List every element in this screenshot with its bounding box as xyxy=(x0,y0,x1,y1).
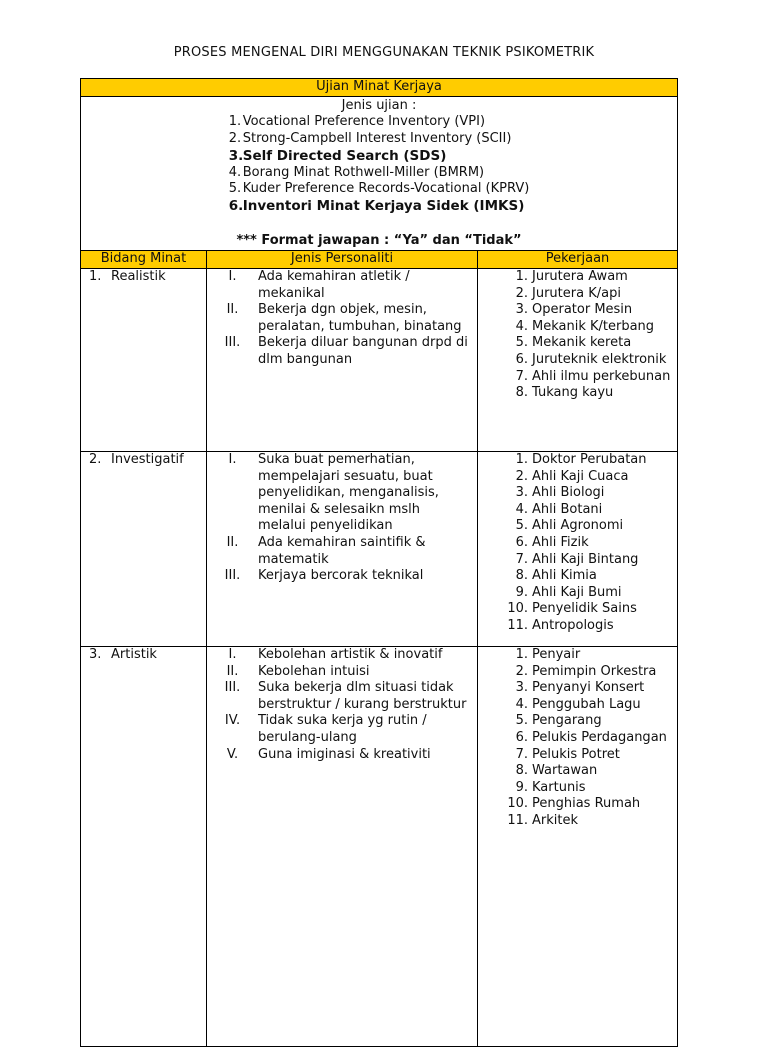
test-item xyxy=(229,198,530,215)
job-number: 8. xyxy=(515,385,528,401)
job-text: Pemimpin Orkestra xyxy=(532,663,657,679)
job-text: Kartunis xyxy=(532,779,586,795)
bidang-label: Investigatif xyxy=(111,451,184,467)
test-label: Self Directed Search (SDS) xyxy=(242,147,447,164)
traits-list xyxy=(207,647,477,763)
trait-item xyxy=(207,680,477,713)
job-number: 10. xyxy=(507,796,528,812)
job-text: Antropologis xyxy=(532,617,614,633)
job-text: Jurutera Awam xyxy=(532,268,628,284)
header-jenis-personaliti: Jenis Personaliti xyxy=(207,251,478,269)
jenis-ujian-label: Jenis ujian : xyxy=(341,97,417,113)
page-title: PROSES MENGENAL DIRI MENGGUNAKAN TEKNIK PSIKOMETRIK xyxy=(173,45,595,60)
trait-item xyxy=(207,452,477,535)
trait-item xyxy=(207,568,477,585)
job-text: Ahli Botani xyxy=(532,501,603,517)
job-item xyxy=(478,796,677,813)
job-text: Ahli Kimia xyxy=(532,568,597,584)
trait-numeral: II. xyxy=(226,534,239,550)
bidang-cell xyxy=(81,451,207,646)
job-number: 6. xyxy=(515,351,528,367)
trait-numeral: I. xyxy=(228,268,237,284)
job-item xyxy=(478,664,677,681)
job-item xyxy=(478,335,677,352)
job-number: 7. xyxy=(515,368,528,384)
trait-numeral: II. xyxy=(226,663,239,679)
jobs-cell xyxy=(478,268,678,451)
job-number: 4. xyxy=(515,696,528,712)
jobs-list xyxy=(478,647,677,830)
job-text: Penyelidik Sains xyxy=(532,601,637,617)
trait-numeral: III. xyxy=(224,335,241,351)
trait-item xyxy=(207,664,477,681)
test-number: 2. xyxy=(228,130,242,146)
traits-list xyxy=(207,452,477,585)
table-row xyxy=(81,268,678,451)
jobs-list xyxy=(478,269,677,402)
job-item xyxy=(478,385,677,402)
job-item xyxy=(478,713,677,730)
job-item xyxy=(478,568,677,585)
table-row xyxy=(81,646,678,1046)
job-text: Doktor Perubatan xyxy=(532,451,647,467)
trait-text: Kebolehan intuisi xyxy=(258,663,370,679)
jobs-cell xyxy=(478,451,678,646)
test-label: Inventori Minat Kerjaya Sidek (IMKS) xyxy=(242,198,525,215)
job-text: Ahli ilmu perkebunan xyxy=(532,368,671,384)
bidang-number: 1. xyxy=(89,268,102,284)
job-number: 11. xyxy=(507,812,528,828)
test-item xyxy=(229,131,530,148)
job-item xyxy=(478,302,677,319)
trait-text: Bekerja dgn objek, mesin, peralatan, tumbuhan, binatang xyxy=(258,302,462,334)
ujian-heading: Ujian Minat Kerjaya xyxy=(81,79,678,97)
job-number: 2. xyxy=(515,468,528,484)
job-number: 4. xyxy=(515,318,528,334)
trait-item xyxy=(207,713,477,746)
job-number: 3. xyxy=(515,485,528,501)
header-pekerjaan: Pekerjaan xyxy=(478,251,678,269)
job-item xyxy=(478,697,677,714)
trait-numeral: I. xyxy=(228,451,237,467)
test-list xyxy=(229,114,530,215)
traits-list xyxy=(207,269,477,369)
test-item xyxy=(229,181,530,198)
trait-text: Suka buat pemerhatian, mempelajari sesuatu, buat penyelidikan, menganalisis, menilai & selesaikn mslh melalui penyelidikan xyxy=(258,451,439,534)
job-item xyxy=(478,730,677,747)
test-number: 3. xyxy=(228,147,244,164)
job-item xyxy=(478,552,677,569)
bidang-label: Realistik xyxy=(111,268,166,284)
traits-cell xyxy=(207,268,478,451)
job-number: 9. xyxy=(515,779,528,795)
job-number: 2. xyxy=(515,285,528,301)
job-item xyxy=(478,601,677,618)
trait-item xyxy=(207,269,477,302)
job-number: 1. xyxy=(515,268,528,284)
job-number: 6. xyxy=(515,729,528,745)
job-text: Operator Mesin xyxy=(532,302,633,318)
trait-numeral: II. xyxy=(226,302,239,318)
job-text: Pelukis Potret xyxy=(532,746,620,762)
trait-text: Bekerja diluar bangunan drpd di dlm bangunan xyxy=(258,335,468,367)
interest-table xyxy=(80,78,678,1047)
job-text: Juruteknik elektronik xyxy=(532,351,667,367)
test-label: Vocational Preference Inventory (VPI) xyxy=(242,114,486,130)
trait-item xyxy=(207,747,477,764)
trait-item xyxy=(207,535,477,568)
job-item xyxy=(478,485,677,502)
trait-item xyxy=(207,302,477,335)
job-item xyxy=(478,585,677,602)
job-item xyxy=(478,469,677,486)
format-jawapan: *** Format jawapan : “Ya” dan “Tidak” xyxy=(236,232,522,248)
test-number: 1. xyxy=(228,114,242,130)
job-text: Mekanik kereta xyxy=(532,335,632,351)
job-number: 8. xyxy=(515,763,528,779)
job-text: Ahli Kaji Bintang xyxy=(532,551,639,567)
bidang-cell xyxy=(81,268,207,451)
job-number: 6. xyxy=(515,534,528,550)
job-text: Arkitek xyxy=(532,812,579,828)
job-item xyxy=(478,763,677,780)
test-label: Strong-Campbell Interest Inventory (SCII) xyxy=(242,130,512,146)
job-item xyxy=(478,352,677,369)
bidang-cell xyxy=(81,646,207,1046)
job-number: 7. xyxy=(515,551,528,567)
job-number: 10. xyxy=(507,601,528,617)
test-list-cell xyxy=(81,96,678,251)
test-label: Kuder Preference Records-Vocational (KPRV) xyxy=(242,181,530,197)
job-item xyxy=(478,319,677,336)
job-number: 4. xyxy=(515,501,528,517)
jobs-list xyxy=(478,452,677,635)
test-label: Borang Minat Rothwell-Miller (BMRM) xyxy=(242,164,485,180)
job-text: Penyair xyxy=(532,646,581,662)
test-number: 5. xyxy=(228,181,242,197)
job-number: 5. xyxy=(515,713,528,729)
job-number: 8. xyxy=(515,568,528,584)
job-text: Penggubah Lagu xyxy=(532,696,641,712)
job-number: 1. xyxy=(515,451,528,467)
job-item xyxy=(478,269,677,286)
bidang-label: Artistik xyxy=(111,646,157,662)
test-item xyxy=(229,114,530,131)
trait-item xyxy=(207,335,477,368)
trait-numeral: I. xyxy=(228,646,237,662)
job-text: Wartawan xyxy=(532,763,598,779)
test-item xyxy=(229,165,530,182)
trait-numeral: III. xyxy=(224,680,241,696)
bidang-number: 2. xyxy=(89,451,102,467)
table-row xyxy=(81,451,678,646)
job-text: Ahli Kaji Cuaca xyxy=(532,468,629,484)
job-number: 3. xyxy=(515,680,528,696)
job-text: Ahli Fizik xyxy=(532,534,589,550)
trait-text: Ada kemahiran saintifik & matematik xyxy=(258,534,426,567)
job-item xyxy=(478,518,677,535)
job-number: 1. xyxy=(515,646,528,662)
trait-text: Kebolehan artistik & inovatif xyxy=(258,646,443,662)
trait-item xyxy=(207,647,477,664)
job-text: Tukang kayu xyxy=(532,385,614,401)
job-text: Jurutera K/api xyxy=(532,285,621,301)
job-number: 11. xyxy=(507,617,528,633)
test-number: 4. xyxy=(228,164,242,180)
bidang-number: 3. xyxy=(89,646,102,662)
test-item xyxy=(229,148,530,165)
job-text: Penyanyi Konsert xyxy=(532,680,645,696)
job-number: 5. xyxy=(515,335,528,351)
job-item xyxy=(478,618,677,635)
job-item xyxy=(478,369,677,386)
jobs-cell xyxy=(478,646,678,1046)
job-text: Mekanik K/terbang xyxy=(532,318,655,334)
trait-numeral: V. xyxy=(226,746,239,762)
trait-text: Ada kemahiran atletik / mekanikal xyxy=(258,268,410,301)
job-item xyxy=(478,747,677,764)
trait-text: Suka bekerja dlm situasi tidak berstruktur / kurang berstruktur xyxy=(258,680,467,712)
traits-cell xyxy=(207,451,478,646)
job-number: 9. xyxy=(515,584,528,600)
job-text: Pelukis Perdagangan xyxy=(532,729,667,745)
job-number: 2. xyxy=(515,663,528,679)
job-item xyxy=(478,452,677,469)
job-number: 3. xyxy=(515,302,528,318)
job-text: Penghias Rumah xyxy=(532,796,641,812)
job-item xyxy=(478,780,677,797)
job-number: 7. xyxy=(515,746,528,762)
job-text: Ahli Kaji Bumi xyxy=(532,584,622,600)
traits-cell xyxy=(207,646,478,1046)
trait-numeral: IV. xyxy=(224,713,241,729)
job-text: Ahli Biologi xyxy=(532,485,605,501)
header-bidang-minat: Bidang Minat xyxy=(81,251,207,269)
job-item xyxy=(478,286,677,303)
job-number: 5. xyxy=(515,518,528,534)
test-number: 6. xyxy=(228,198,244,215)
job-item xyxy=(478,680,677,697)
job-item xyxy=(478,813,677,830)
job-text: Ahli Agronomi xyxy=(532,518,624,534)
job-item xyxy=(478,535,677,552)
trait-numeral: III. xyxy=(224,568,241,584)
trait-text: Kerjaya bercorak teknikal xyxy=(258,568,424,584)
trait-text: Tidak suka kerja yg rutin / berulang-ulang xyxy=(258,713,427,745)
job-item xyxy=(478,502,677,519)
trait-text: Guna imiginasi & kreativiti xyxy=(258,746,431,762)
job-item xyxy=(478,647,677,664)
job-text: Pengarang xyxy=(532,713,602,729)
